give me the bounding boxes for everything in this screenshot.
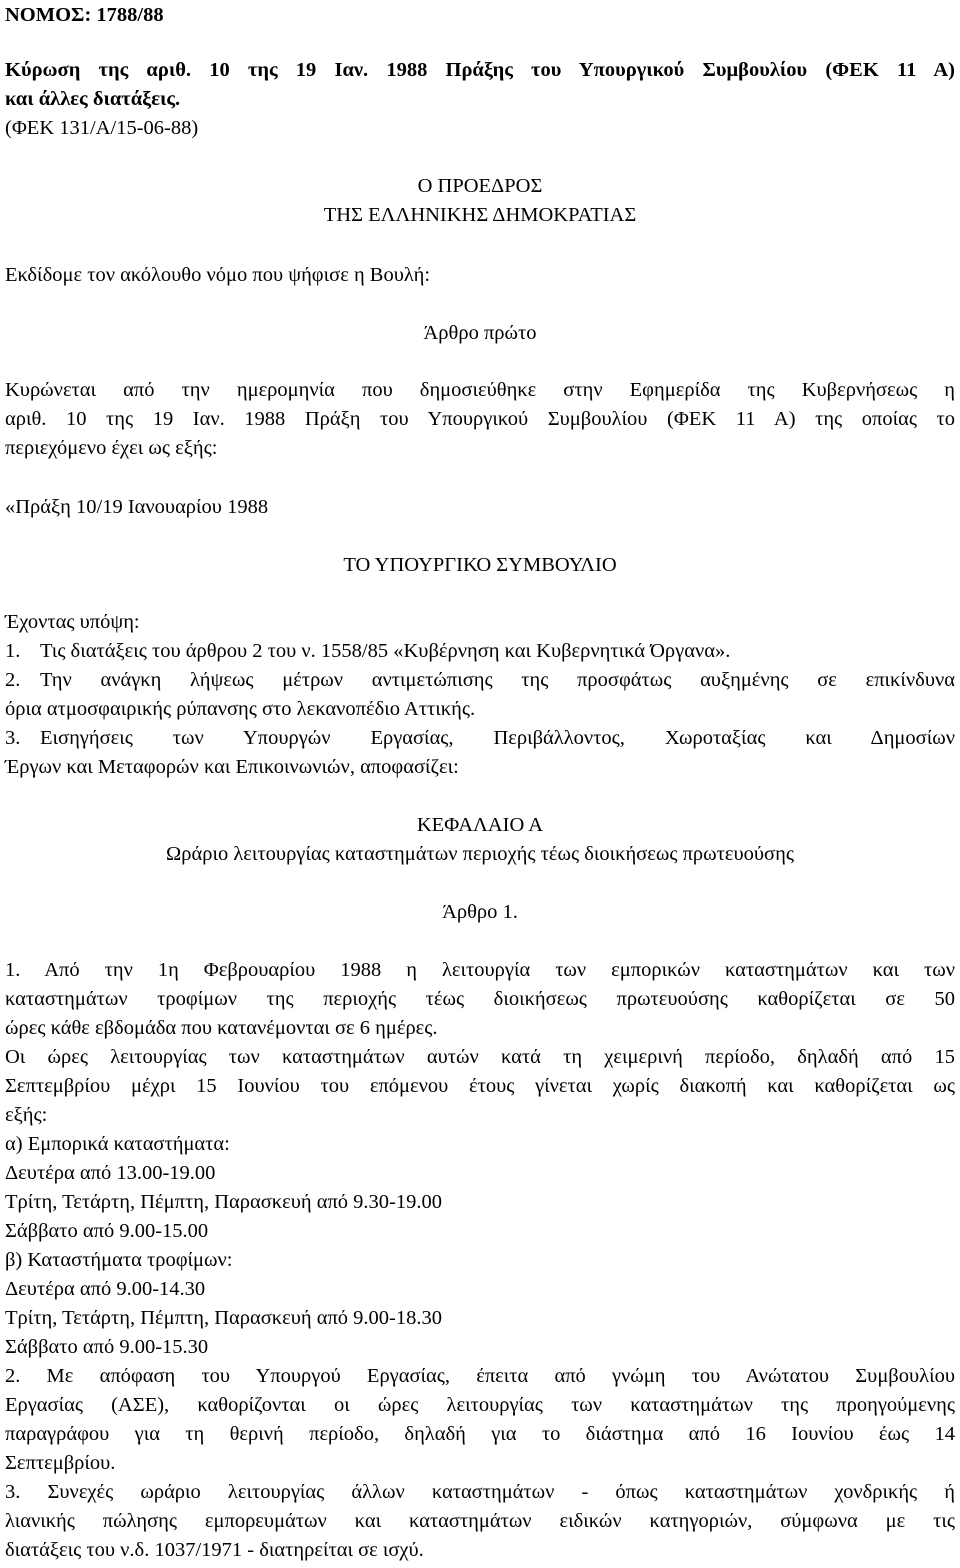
considering-item-1 (5, 638, 955, 664)
considering-label: Έχοντας υπόψη: (5, 611, 140, 633)
considering-item-2-line-2: όρια ατμοσφαιρικής ρύπανσης στο λεκανοπέδιο Αττικής. (5, 698, 476, 720)
article-1-p3-line-3: παραγράφου για τη θερινή περίοδο, δηλαδή για το διάστημα από 16 Ιουνίου έως 14 (5, 1423, 955, 1445)
article-1-p2-line-3: εξής: (5, 1104, 48, 1126)
article-1-p3-line-4: Σεπτεμβρίου. (5, 1452, 116, 1474)
item-text: Τις διατάξεις του άρθρου 2 του ν. 1558/85 «Κυβέρνηση και Κυβερνητικά Όργανα». (40, 640, 731, 662)
schedule-a-saturday: Σάββατο από 9.00-15.00 (5, 1220, 209, 1242)
considering-item-3-line-2: Έργων και Μεταφορών και Επικοινωνιών, αποφασίζει: (5, 756, 459, 778)
schedule-a-label: α) Εμπορικά καταστήματα: (5, 1133, 230, 1155)
article-1-p2-line-2: Σεπτεμβρίου μέχρι 15 Ιουνίου του επόμενου έτους γίνεται χωρίς διακοπή και καθορίζεται ως (5, 1075, 955, 1097)
schedule-b-midweek: Τρίτη, Τετάρτη, Πέμπτη, Παρασκευή από 9.00-18.30 (5, 1307, 442, 1329)
article-first-line-3: περιεχόμενο έχει ως εξής: (5, 437, 218, 459)
gazette-reference: (ΦΕΚ 131/Α/15-06-88) (5, 117, 199, 139)
item-number: 3. (5, 727, 21, 749)
article-first-heading: Άρθρο πρώτο (423, 322, 537, 344)
article-1-p3-line-2: Εργασίας (ΑΣΕ), καθορίζονται οι ώρες λειτουργίας των καταστημάτων της προηγούμενης (5, 1394, 955, 1416)
article-first-line-2: αριθ. 10 της 19 Ιαν. 1988 Πράξη του Υπουργικού Συμβουλίου (ΦΕΚ 11 Α) της οποίας το (5, 408, 955, 430)
schedule-b-label: β) Καταστήματα τροφίμων: (5, 1249, 233, 1271)
article-1-p1-line-2: καταστημάτων τροφίμων της περιοχής τέως διοικήσεως πρωτευούσης καθορίζεται σε 50 (5, 988, 955, 1010)
president-heading-line-1: Ο ΠΡΟΕΔΡΟΣ (417, 175, 543, 197)
schedule-a-monday: Δευτέρα από 13.00-19.00 (5, 1162, 216, 1184)
item-number: 2. (5, 669, 21, 691)
council-heading: ΤΟ ΥΠΟΥΡΓΙΚΟ ΣΥΜΒΟΥΛΙΟ (343, 554, 617, 576)
enactment-formula: Εκδίδομε τον ακόλουθο νόμο που ψήφισε η Βουλή: (5, 264, 431, 286)
article-1-p3-line-1: 2. Με απόφαση του Υπουργού Εργασίας, έπειτα από γνώμη του Ανώτατου Συμβουλίου (5, 1365, 955, 1387)
schedule-b-monday: Δευτέρα από 9.00-14.30 (5, 1278, 206, 1300)
article-1-heading: Άρθρο 1. (442, 901, 518, 923)
schedule-a-midweek: Τρίτη, Τετάρτη, Πέμπτη, Παρασκευή από 9.30-19.00 (5, 1191, 442, 1213)
law-number: ΝΟΜΟΣ: 1788/88 (5, 4, 164, 26)
act-opening: «Πράξη 10/19 Ιανουαρίου 1988 (5, 496, 269, 518)
article-1-p1-line-3: ώρες κάθε εβδομάδα που κατανέμονται σε 6 ημέρες. (5, 1017, 438, 1039)
considering-item-2 (5, 667, 955, 693)
schedule-b-saturday: Σάββατο από 9.00-15.30 (5, 1336, 209, 1358)
law-title-line-1: Κύρωση της αριθ. 10 της 19 Ιαν. 1988 Πράξης του Υπουργικού Συμβουλίου (ΦΕΚ 11 Α) (5, 59, 955, 81)
president-heading-line-2: ΤΗΣ ΕΛΛΗΝΙΚΗΣ ΔΗΜΟΚΡΑΤΙΑΣ (323, 204, 637, 226)
article-1-p4-line-1: 3. Συνεχές ωράριο λειτουργίας άλλων καταστημάτων - όπως καταστημάτων χονδρικής ή (5, 1481, 955, 1503)
article-1-p1-line-1: 1. Από την 1η Φεβρουαρίου 1988 η λειτουργία των εμπορικών καταστημάτων και των (5, 959, 955, 981)
chapter-subheading: Ωράριο λειτουργίας καταστημάτων περιοχής τέως διοικήσεως πρωτευούσης (166, 843, 794, 865)
considering-item-3 (5, 725, 955, 751)
article-1-p4-line-2: λιανικής πώλησης εμπορευμάτων και καταστημάτων ειδικών κατηγοριών, σύμφωνα με τις (5, 1510, 955, 1532)
item-text: Την ανάγκη λήψεως μέτρων αντιμετώπισης της προσφάτως αυξημένης σε επικίνδυνα (40, 669, 955, 691)
chapter-heading: ΚΕΦΑΛΑΙΟ Α (416, 814, 544, 836)
item-number: 1. (5, 640, 21, 662)
article-1-p4-line-3: διατάξεις του ν.δ. 1037/1971 - διατηρείται σε ισχύ. (5, 1539, 424, 1561)
item-text: Εισηγήσεις των Υπουργών Εργασίας, Περιβάλλοντος, Χωροταξίας και Δημοσίων (40, 727, 955, 749)
law-title-line-2: και άλλες διατάξεις. (5, 88, 181, 110)
article-first-line-1: Κυρώνεται από την ημερομηνία που δημοσιεύθηκε στην Εφημερίδα της Κυβερνήσεως η (5, 379, 955, 401)
article-1-p2-line-1: Οι ώρες λειτουργίας των καταστημάτων αυτών κατά τη χειμερινή περίοδο, δηλαδή από 15 (5, 1046, 955, 1068)
